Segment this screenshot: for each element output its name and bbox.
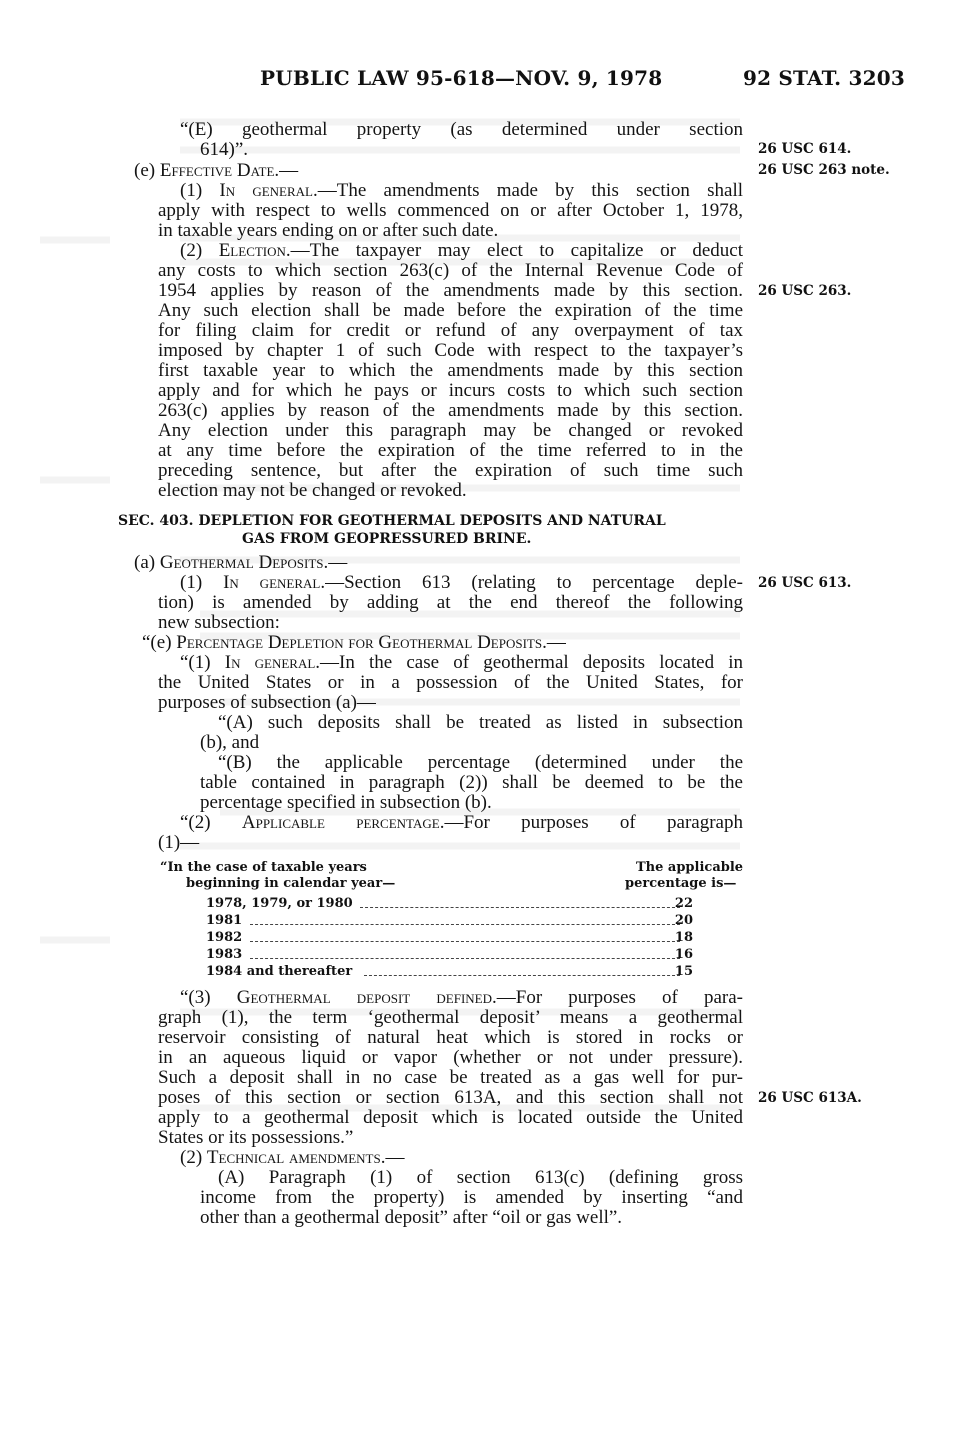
text-line: “(E) geothermal property (as determined under section	[180, 119, 743, 140]
text-line: Such a deposit shall in no case be treated as a gas well for pur-	[158, 1067, 743, 1088]
text-line: new subsection:	[158, 612, 280, 633]
text-line: (1) In general.—The amendments made by this section shall	[180, 180, 744, 201]
text-line: preceding sentence, but after the expiration of such time such	[158, 460, 743, 481]
text-line: “(B) the applicable percentage (determined under the	[218, 752, 743, 773]
text-line: first taxable year to which the amendments made by this section	[158, 360, 743, 381]
margin-citation: 26 USC 613.	[758, 575, 852, 591]
text-line: “(1) In general.—In the case of geothermal deposits located in	[180, 652, 744, 673]
table-row	[206, 947, 743, 964]
text-line: (1) In general.—Section 613 (relating to percentage deple-	[180, 572, 743, 593]
text-line: table contained in paragraph (2)) shall be deemed to be the	[200, 772, 743, 793]
leader-dots	[250, 924, 680, 925]
table-row	[206, 930, 743, 947]
text-line: graph (1), the term ‘geothermal deposit’ means a geothermal	[158, 1007, 743, 1028]
subsection-heading: (e) Effective Date.—	[134, 160, 299, 181]
subsection-heading: (2) Technical amendments.—	[180, 1147, 405, 1168]
text-line: apply with respect to wells commenced on or after October 1, 1978,	[158, 200, 743, 221]
table-cell-year: 1983	[206, 947, 243, 962]
margin-citation: 26 USC 263.	[758, 283, 852, 299]
text-line: (A) Paragraph (1) of section 613(c) (defining gross	[218, 1167, 743, 1188]
table-header-right: percentage is—	[625, 876, 737, 891]
text-line: in taxable years ending on or after such date.	[158, 220, 499, 241]
table-cell-year: 1981	[206, 913, 243, 928]
table-cell-percentage: 20	[674, 913, 693, 928]
text-line: purposes of subsection (a)—	[158, 692, 376, 713]
text-line: other than a geothermal deposit” after “oil or gas well”.	[200, 1207, 623, 1228]
text-line: Any election under this paragraph may be changed or revoked	[158, 420, 743, 441]
subsection-heading: (a) Geothermal Deposits.—	[134, 552, 348, 573]
text-line: any costs to which section 263(c) of the Internal Revenue Code of	[158, 260, 743, 281]
text-line: apply and for which he pays or incurs costs to which such section	[158, 380, 743, 401]
text-line: Any such election shall be made before the expiration of the time	[158, 300, 743, 321]
text-line: apply to a geothermal deposit which is located outside the United	[158, 1107, 743, 1128]
section-heading-continued: GAS FROM GEOPRESSURED BRINE.	[242, 531, 532, 547]
page-header-stat-number: 92 STAT. 3203	[743, 66, 905, 90]
text-line: 614)”.	[200, 139, 249, 160]
table-row	[206, 896, 743, 913]
subsection-heading: “(e) Percentage Depletion for Geothermal Deposits.—	[142, 632, 566, 653]
table-cell-year: 1982	[206, 930, 243, 945]
text-line: 263(c) applies by reason of the amendments made by this section.	[158, 400, 743, 421]
text-line: (2) Election.—The taxpayer may elect to capitalize or deduct	[180, 240, 744, 261]
table-row	[206, 964, 743, 981]
leader-dots	[364, 975, 680, 976]
page-header-title: PUBLIC LAW 95-618—NOV. 9, 1978	[260, 66, 663, 90]
table-cell-percentage: 18	[674, 930, 693, 945]
table-cell-percentage: 22	[674, 896, 693, 911]
table-header-left: “In the case of taxable years	[160, 860, 367, 875]
margin-citation: 26 USC 613A.	[758, 1090, 862, 1106]
text-line: States or its possessions.”	[158, 1127, 354, 1148]
table-row	[206, 913, 743, 930]
margin-citation: 26 USC 614.	[758, 141, 852, 157]
text-line: in an aqueous liquid or vapor (whether or not under pressure).	[158, 1047, 743, 1068]
text-line: reservoir consisting of natural heat which is stored in rocks or	[158, 1027, 743, 1048]
leader-dots	[360, 907, 680, 908]
leader-dots	[250, 941, 680, 942]
text-line: income from the property) is amended by inserting “and	[200, 1187, 743, 1208]
text-line: the United States or in a possession of the United States, for	[158, 672, 743, 693]
text-line: poses of this section or section 613A, and this section shall not	[158, 1087, 743, 1108]
margin-citation: 26 USC 263 note.	[758, 162, 890, 178]
table-cell-percentage: 16	[674, 947, 693, 962]
text-line: “(A) such deposits shall be treated as listed in subsection	[218, 712, 743, 733]
text-line: election may not be changed or revoked.	[158, 480, 467, 501]
text-line: percentage specified in subsection (b).	[200, 792, 492, 813]
text-line: at any time before the expiration of the time referred to in the	[158, 440, 743, 461]
text-line: imposed by chapter 1 of such Code with respect to the taxpayer’s	[158, 340, 743, 361]
text-line: tion) is amended by adding at the end thereof the following	[158, 592, 743, 613]
table-cell-year: 1978, 1979, or 1980	[206, 896, 353, 911]
leader-dots	[250, 958, 680, 959]
section-heading: SEC. 403. DEPLETION FOR GEOTHERMAL DEPOSITS AND NATURAL	[118, 513, 666, 529]
table-cell-percentage: 15	[674, 964, 693, 979]
text-line: (b), and	[200, 732, 260, 753]
table-header-right: The applicable	[636, 860, 744, 875]
text-line: “(3) Geothermal deposit defined.—For purposes of para-	[180, 987, 744, 1008]
text-line: (1)—	[158, 832, 200, 853]
text-line: “(2) Applicable percentage.—For purposes of paragraph	[180, 812, 743, 833]
text-line: for filing claim for credit or refund of any overpayment of tax	[158, 320, 743, 341]
table-header-left: beginning in calendar year—	[186, 876, 396, 891]
text-line: 1954 applies by reason of the amendments made by this section.	[158, 280, 743, 301]
table-cell-year: 1984 and thereafter	[206, 964, 353, 979]
